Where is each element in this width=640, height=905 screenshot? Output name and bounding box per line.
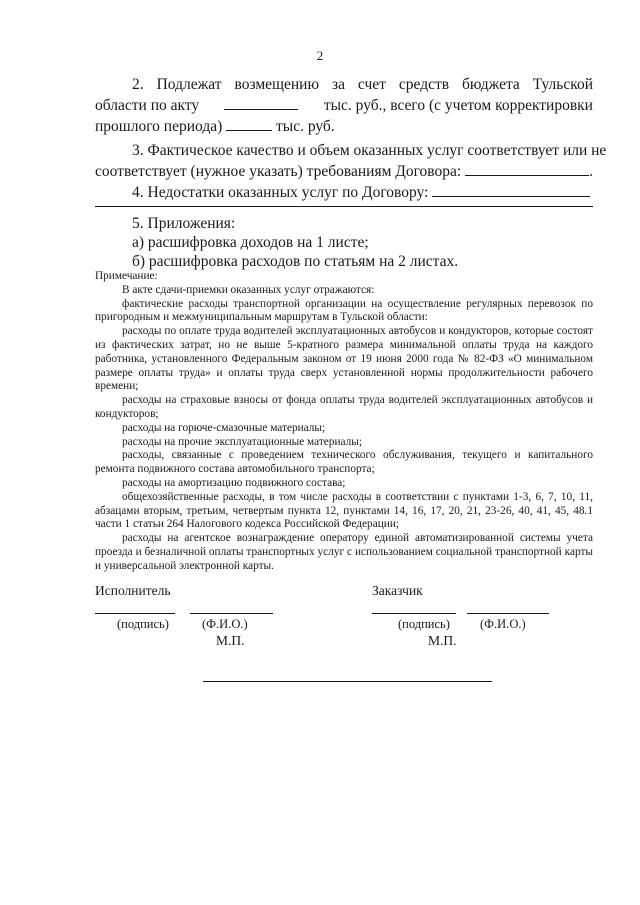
customer-stamp: М.П. bbox=[428, 633, 457, 648]
note-block bbox=[95, 270, 593, 574]
executor-stamp: М.П. bbox=[216, 633, 245, 648]
note-line: расходы, связанные с проведением технического обслуживания, текущего и капитального ремонта подвижного состава автомобильного транспорта; bbox=[95, 449, 593, 476]
deficiencies-line-2 bbox=[95, 206, 593, 207]
item-2-line-1: 2. Подлежат возмещению за счет средств бюджета Тульской bbox=[132, 76, 593, 93]
item-5a: а) расшифровка доходов на 1 листе; bbox=[132, 234, 369, 251]
item-3-line-1: 3. Фактическое качество и объем оказанных услуг соответствует или не bbox=[132, 142, 607, 159]
deficiencies-blank bbox=[432, 182, 590, 197]
item-4-text: 4. Недостатки оказанных услуг по Договору: bbox=[132, 184, 429, 201]
note-line: расходы на агентское вознаграждение оператору единой автоматизированной системы учета проезда и безналичной оплаты транспортных услуг с использованием социальной транспортной карты и универсальной электронной карты. bbox=[95, 532, 593, 572]
item-2-text-d: тыс. руб. bbox=[276, 118, 335, 135]
item-5b: б) расшифровка расходов по статьям на 2 листах. bbox=[132, 253, 459, 270]
page-number: 2 bbox=[316, 48, 324, 63]
note-line: В акте сдачи-приемки оказанных услуг отражаются: bbox=[122, 283, 375, 296]
contract-requirements-blank bbox=[465, 161, 589, 176]
note-title: Примечание: bbox=[95, 270, 158, 282]
item-3-period: . bbox=[589, 163, 593, 180]
customer-sign-caption: (подпись) bbox=[398, 617, 450, 631]
customer-sign-line bbox=[372, 613, 456, 614]
customer-name-caption: (Ф.И.О.) bbox=[480, 617, 526, 631]
item-3-line-2 bbox=[95, 161, 593, 182]
customer-title: Заказчик bbox=[372, 583, 423, 598]
item-4-line bbox=[95, 182, 593, 203]
item-2-line-2 bbox=[95, 95, 593, 116]
item-2-text-b: тыс. руб., всего (с учетом корректировки bbox=[323, 97, 593, 114]
executor-sign-line bbox=[95, 613, 175, 614]
customer-name-line bbox=[467, 613, 549, 614]
executor-name-caption: (Ф.И.О.) bbox=[202, 617, 248, 631]
executor-sign-caption: (подпись) bbox=[117, 617, 169, 631]
note-line: фактические расходы транспортной организации на осуществление регулярных перевозок по пригородным и межмуниципальным маршрутам в Тульской области: bbox=[95, 297, 593, 324]
act-sum-blank bbox=[224, 95, 298, 110]
end-separator-line bbox=[203, 681, 492, 682]
note-line: расходы на прочие эксплуатационные материалы; bbox=[122, 435, 362, 448]
note-line: расходы по оплате труда водителей эксплуатационных автобусов и кондукторов, которые состоят из фактических затрат, но не выше 5-кратного размера минимальной оплаты труда на каждого работника, установленного Федеральным законом от 19 июня 2000 года № 82-ФЗ «О минимальном размере оплаты труда» и оплаты труда сверх установленной нормы продолжительности рабочего времени; bbox=[95, 325, 593, 393]
item-5-title: 5. Приложения: bbox=[132, 215, 236, 232]
note-line: расходы на страховые взносы от фонда оплаты труда водителей эксплуатационных автобусов и кондукторов; bbox=[95, 394, 593, 420]
executor-name-line bbox=[190, 613, 273, 614]
note-line: расходы на амортизацию подвижного состава; bbox=[122, 476, 346, 489]
note-line: расходы на горюче-смазочные материалы; bbox=[122, 421, 326, 434]
item-2-text-c: прошлого периода) bbox=[95, 118, 223, 135]
item-2-line-3 bbox=[95, 116, 593, 137]
item-3-text-a: соответствует (нужное указать) требованиям Договора: bbox=[95, 163, 462, 180]
item-2-text-a: области по акту bbox=[95, 97, 200, 114]
executor-title: Исполнитель bbox=[95, 583, 171, 598]
note-line: общехозяйственные расходы, в том числе расходы в соответствии с пунктами 1-3, 6, 7, 10, 11, абзацами вторым, третьим, четвертым пункта 12, пунктами 14, 16, 17, 20, 21, 23-26, 40, 41, 45, 48.1 части 1 статьи 264 Налогового кодекса Российской Федерации; bbox=[95, 490, 593, 531]
prior-period-blank bbox=[226, 116, 272, 131]
